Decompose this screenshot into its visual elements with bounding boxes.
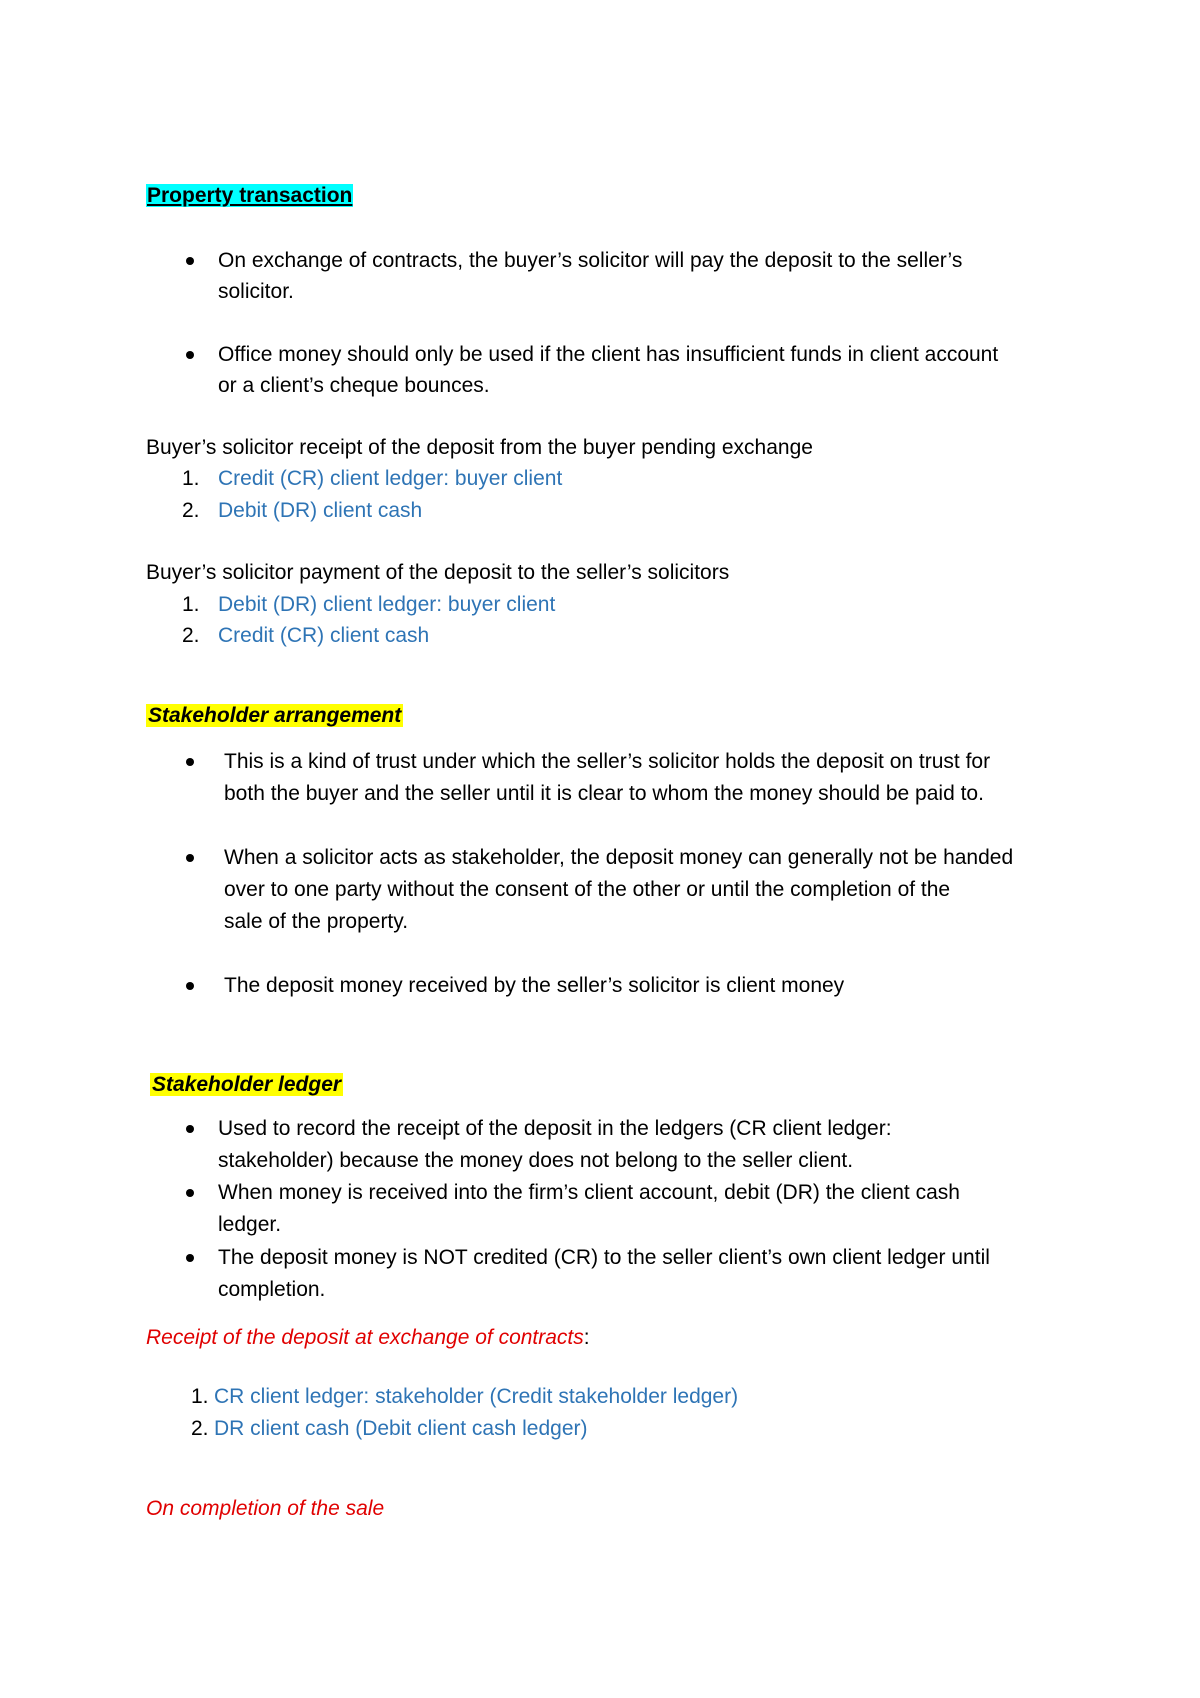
bullet-text: On exchange of contracts, the buyer’s solicitor will pay the deposit to the seller’s bbox=[218, 249, 963, 272]
bullet-icon bbox=[186, 854, 194, 862]
bullet-icon bbox=[186, 1254, 194, 1262]
heading-stakeholder-ledger: Stakeholder ledger bbox=[152, 1073, 342, 1096]
ledger-entry: Debit (DR) client ledger: buyer client bbox=[218, 593, 556, 616]
heading-property-transaction: Property transaction bbox=[147, 184, 353, 207]
heading-stakeholder-arrangement: Stakeholder arrangement bbox=[148, 704, 402, 727]
step-number: 2. bbox=[182, 624, 200, 647]
ledger-entry: DR client cash (Debit client cash ledger) bbox=[214, 1417, 588, 1440]
ledger-entry: Debit (DR) client cash bbox=[218, 499, 423, 522]
bullet-icon bbox=[186, 257, 194, 265]
bullet-text: or a client’s cheque bounces. bbox=[218, 374, 490, 397]
bullet-text: both the buyer and the seller until it is clear to whom the money should be paid to. bbox=[224, 782, 984, 805]
bullet-text: stakeholder) because the money does not belong to the seller client. bbox=[218, 1149, 854, 1172]
bullet-icon bbox=[186, 758, 194, 766]
bullet-text: Office money should only be used if the client has insufficient funds in client account bbox=[218, 343, 999, 366]
bullet-text: When a solicitor acts as stakeholder, the deposit money can generally not be handed bbox=[224, 846, 1014, 869]
payment-intro: Buyer’s solicitor payment of the deposit to the seller’s solicitors bbox=[146, 561, 730, 584]
bullet-icon bbox=[186, 982, 194, 990]
receipt-intro: Buyer’s solicitor receipt of the deposit from the buyer pending exchange bbox=[146, 436, 813, 459]
bullet-text: sale of the property. bbox=[224, 910, 409, 933]
bullet-text: completion. bbox=[218, 1278, 326, 1301]
on-completion-heading: On completion of the sale bbox=[146, 1497, 385, 1520]
step-number: 2. bbox=[182, 499, 200, 522]
receipt-at-exchange-heading: Receipt of the deposit at exchange of contracts: bbox=[146, 1326, 590, 1349]
bullet-icon bbox=[186, 351, 194, 359]
ledger-entry: Credit (CR) client cash bbox=[218, 624, 430, 647]
step-number: 1. bbox=[182, 593, 200, 616]
step-number: 1. bbox=[182, 467, 200, 490]
bullet-text: When money is received into the firm’s client account, debit (DR) the client cash bbox=[218, 1181, 960, 1204]
bullet-text: Used to record the receipt of the deposit in the ledgers (CR client ledger: bbox=[218, 1117, 892, 1140]
bullet-text: The deposit money is NOT credited (CR) to the seller client’s own client ledger until bbox=[218, 1246, 990, 1269]
step-number: 2. bbox=[191, 1417, 209, 1440]
bullet-text: ledger. bbox=[218, 1213, 282, 1236]
bullet-icon bbox=[186, 1125, 194, 1133]
step-number: 1. bbox=[191, 1385, 209, 1408]
bullet-text: solicitor. bbox=[218, 280, 294, 303]
ledger-entry: CR client ledger: stakeholder (Credit stakeholder ledger) bbox=[214, 1385, 739, 1408]
bullet-text: The deposit money received by the seller’s solicitor is client money bbox=[224, 974, 845, 997]
bullet-icon bbox=[186, 1189, 194, 1197]
bullet-text: This is a kind of trust under which the seller’s solicitor holds the deposit on trust for bbox=[224, 750, 991, 773]
bullet-text: over to one party without the consent of the other or until the completion of the bbox=[224, 878, 951, 901]
ledger-entry: Credit (CR) client ledger: buyer client bbox=[218, 467, 563, 490]
